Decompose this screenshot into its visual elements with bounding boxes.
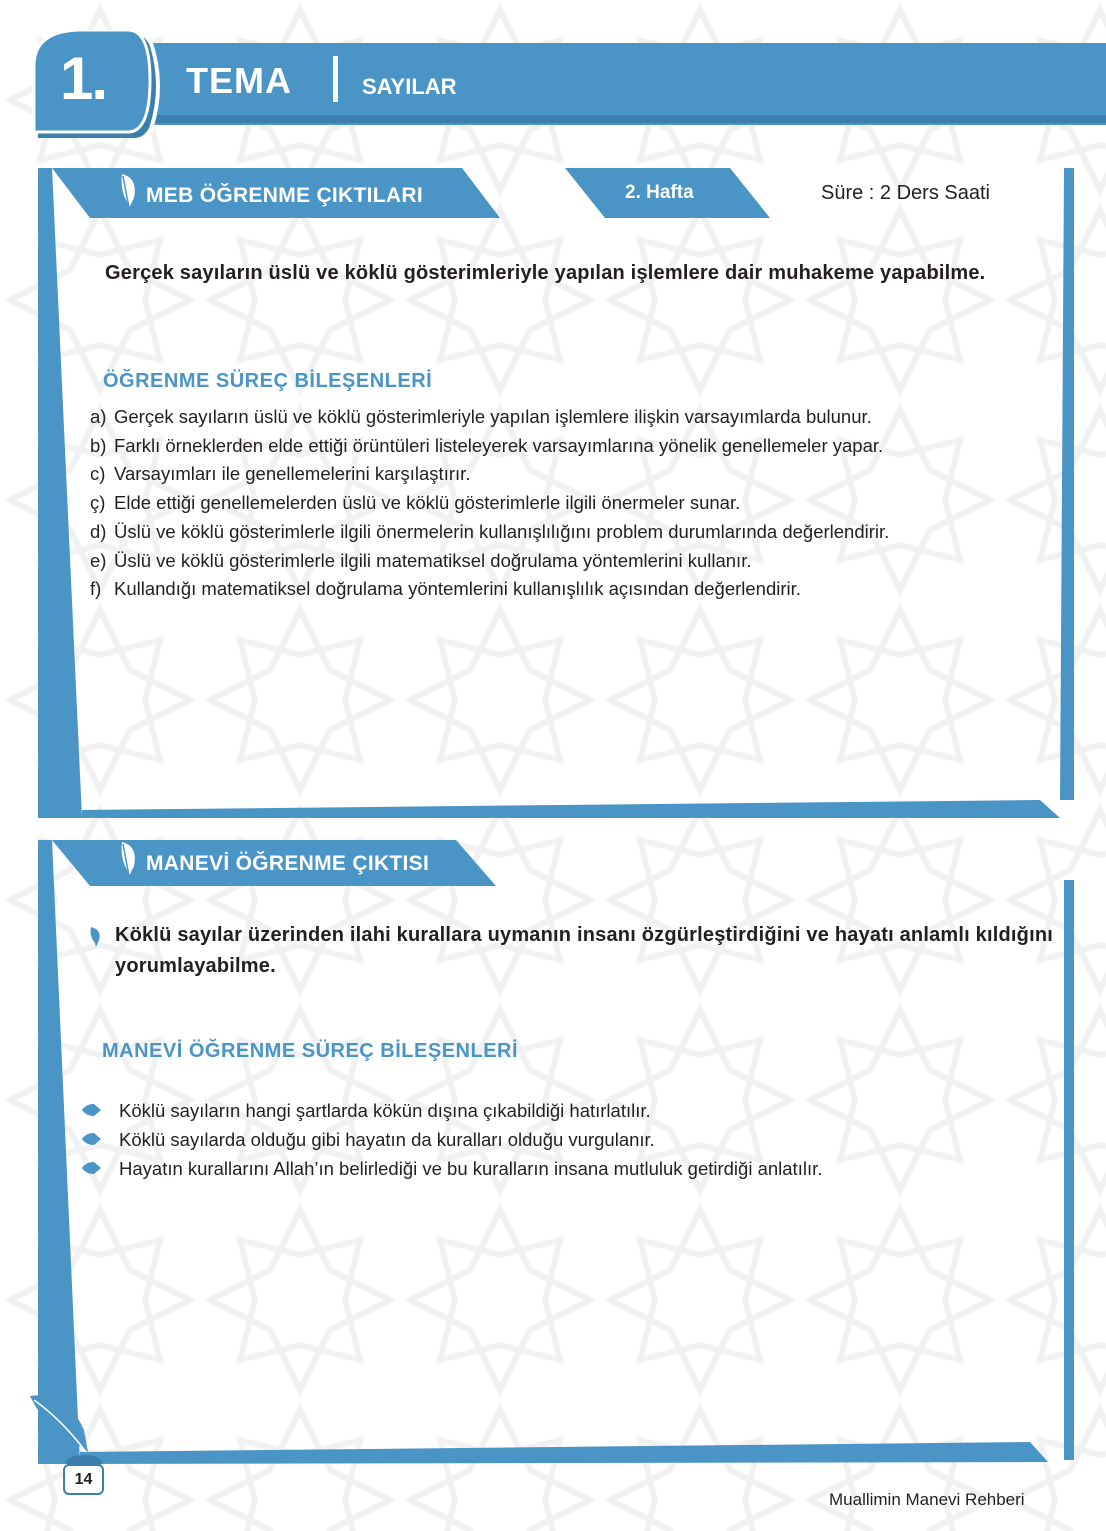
- item-marker: e): [90, 549, 107, 571]
- book-title: Muallimin Manevi Rehberi: [829, 1490, 1025, 1509]
- manevi-process-list: [80, 1096, 822, 1183]
- tema-label: TEMA: [186, 60, 292, 101]
- page-number: 14: [63, 1464, 104, 1495]
- manevi-process-heading: MANEVİ ÖĞRENME SÜREÇ BİLEŞENLERİ: [102, 1040, 519, 1062]
- bullet-icon: [82, 1162, 101, 1174]
- list-item: [80, 1154, 822, 1183]
- item-marker: c): [90, 463, 106, 485]
- item-marker: f): [90, 578, 102, 600]
- list-item: [90, 547, 1080, 576]
- meb-section-title: MEB ÖĞRENME ÇIKTILARI: [146, 184, 423, 207]
- feather-icon: [118, 840, 140, 880]
- meb-learning-goal: Gerçek sayıların üslü ve köklü gösterimleriyle yapılan işlemlere dair muhakeme yapabilme.: [105, 262, 986, 284]
- manevi-learning-goal: Köklü sayılar üzerinden ilahi kurallara uymanın insanı özgürleştirdiğini ve hayatı anlamlı kıldığını yorumlayabilme.: [115, 924, 1054, 977]
- feather-bullet-icon: [89, 926, 103, 948]
- list-item: [90, 432, 1080, 461]
- bullet-text: Hayatın kurallarını Allah’ın belirlediği ve bu kuralların insana mutluluk getirdiği anlatılır.: [119, 1158, 823, 1179]
- item-text: Üslü ve köklü gösterimlerle ilgili önermelerin kullanışlılığını problem durumlarında değerlendirir.: [114, 520, 890, 542]
- item-marker: d): [90, 520, 107, 542]
- manevi-section-title: MANEVİ ÖĞRENME ÇIKTISI: [146, 852, 430, 875]
- bullet-text: Köklü sayılarda olduğu gibi hayatın da kuralları olduğu vurgulanır.: [119, 1129, 655, 1150]
- item-text: Kullandığı matematiksel doğrulama yöntemlerini kullanışlılık açısından değerlendirir.: [114, 578, 801, 600]
- list-item: [90, 403, 1080, 432]
- tema-number: 1.: [60, 45, 107, 112]
- list-item: [80, 1125, 822, 1154]
- feather-icon: [118, 172, 140, 212]
- list-item: [90, 460, 1080, 489]
- item-text: Farklı örneklerden elde ettiği örüntüleri listeleyerek varsayımlarına yönelik genellemeler yapar.: [114, 434, 884, 456]
- process-components-heading: ÖĞRENME SÜREÇ BİLEŞENLERİ: [103, 370, 433, 392]
- tema-subject: SAYILAR: [362, 74, 457, 99]
- bullet-icon: [82, 1133, 101, 1145]
- list-item: [90, 518, 1080, 547]
- quill-inkpot-icon: [26, 1390, 106, 1470]
- list-item: [90, 575, 1080, 604]
- process-components-list: [90, 403, 1080, 604]
- bullet-text: Köklü sayıların hangi şartlarda kökün dışına çıkabildiği hatırlatılır.: [119, 1100, 651, 1121]
- list-item: [90, 489, 1080, 518]
- item-marker: ç): [90, 492, 106, 514]
- item-text: Varsayımları ile genellemelerini karşılaştırır.: [114, 463, 471, 485]
- week-label: 2. Hafta: [625, 182, 694, 203]
- item-text: Elde ettiği genellemelerden üslü ve köklü gösterimlerle ilgili önermeler sunar.: [114, 492, 741, 514]
- bullet-icon: [82, 1104, 101, 1116]
- list-item: [80, 1096, 822, 1125]
- item-text: Gerçek sayıların üslü ve köklü gösterimleriyle yapılan işlemlere ilişkin varsayımlarda bulunur.: [114, 406, 872, 427]
- item-text: Üslü ve köklü gösterimlerle ilgili matematiksel doğrulama yöntemlerini kullanır.: [114, 549, 752, 571]
- item-marker: b): [90, 434, 107, 456]
- item-marker: a): [90, 406, 107, 427]
- duration-label: Süre : 2 Ders Saati: [821, 182, 990, 204]
